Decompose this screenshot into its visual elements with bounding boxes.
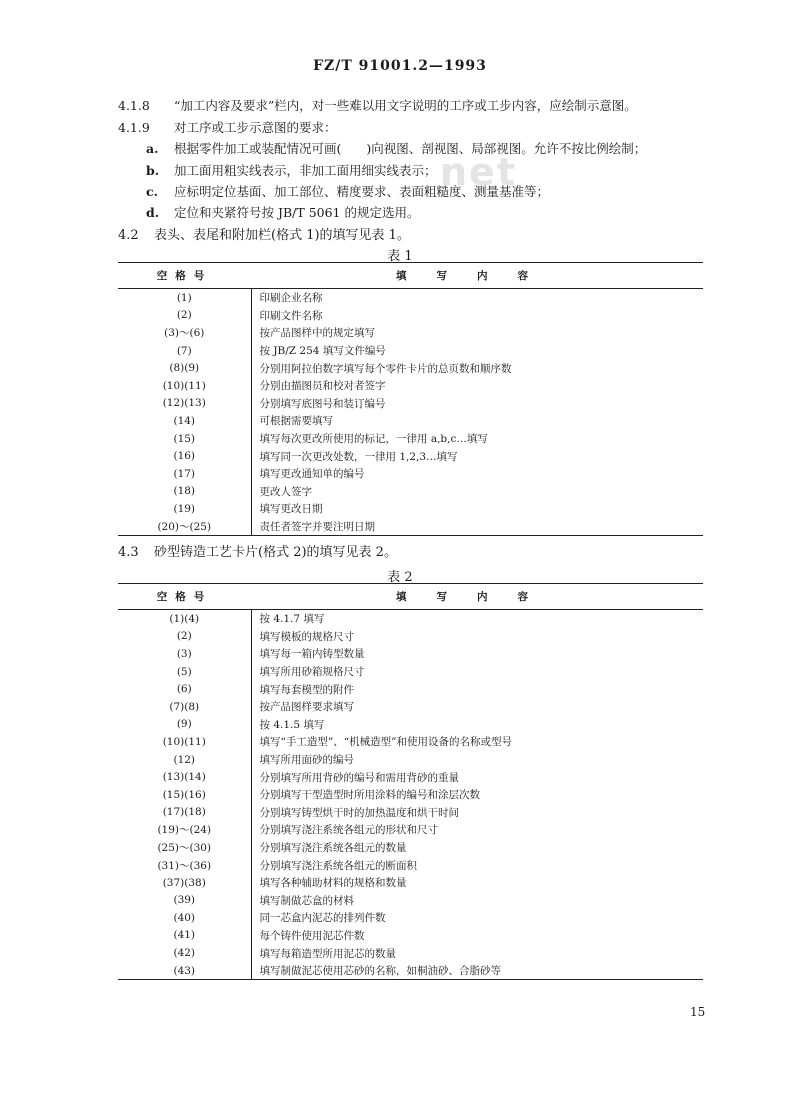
section-text: 表头、表尾和附加栏(格式 1)的填写见表 1。 [154, 228, 410, 243]
table-header-row [118, 584, 703, 610]
watermark: net [440, 150, 517, 194]
cell-number: (15) [118, 430, 251, 448]
table-row [118, 412, 703, 430]
table-row [118, 821, 703, 839]
table-row [118, 324, 703, 342]
table-row [118, 289, 703, 307]
cell-number: (31)～(36) [118, 856, 251, 874]
column-header-content: 填写内容 [251, 263, 703, 289]
cell-content: 可根据需要填写 [259, 415, 333, 428]
table-row [118, 909, 703, 927]
cell-content: 分别用阿拉伯数字填写每个零件卡片的总页数和顺序数 [259, 362, 512, 375]
table-row [118, 892, 703, 910]
cell-content: 同一芯盒内泥芯的排列件数 [259, 912, 386, 925]
list-item-a [146, 139, 646, 157]
cell-content: 按 4.1.7 填写 [259, 613, 325, 626]
cell-content: 责任者签字并要注明日期 [259, 521, 375, 534]
cell-number: (1)(4) [118, 610, 251, 628]
cell-number: (13)(14) [118, 768, 251, 786]
item-label: a. [146, 141, 159, 156]
paragraph-4-1-8 [118, 96, 637, 114]
cell-content: 分别填写干型造型时所用涂料的编号和涂层次数 [259, 789, 480, 802]
cell-content: 填写各种辅助材料的规格和数量 [259, 877, 407, 890]
paragraph-number: 4.1.8 [118, 98, 150, 113]
table-row [118, 395, 703, 413]
cell-content: 印刷企业名称 [259, 292, 323, 305]
table-row [118, 663, 703, 681]
cell-content: 填写更改通知单的编号 [259, 468, 365, 481]
table-row [118, 430, 703, 448]
table-row [118, 342, 703, 360]
cell-number: (42) [118, 944, 251, 962]
cell-number: (18) [118, 483, 251, 501]
cell-number: (8)(9) [118, 359, 251, 377]
cell-number: (7)(8) [118, 698, 251, 716]
cell-content: 填写每套模型的附件 [259, 683, 354, 696]
cell-content: 填写每一箱内铸型数量 [259, 648, 365, 661]
cell-content: 填写制做泥芯使用芯砂的名称，如桐油砂、合脂砂等 [259, 965, 501, 978]
item-text: 应标明定位基面、加工部位、精度要求、表面粗糙度、测量基准等； [174, 184, 550, 199]
cell-content: 填写同一次更改处数，一律用 1,2,3…填写 [259, 450, 458, 463]
table2 [118, 583, 703, 980]
cell-content: 填写所用砂箱规格尺寸 [259, 666, 365, 679]
table-row [118, 927, 703, 945]
table-row [118, 518, 703, 536]
cell-content: 按 4.1.5 填写 [259, 718, 325, 731]
cell-content: 按产品图样要求填写 [259, 701, 354, 714]
cell-content: 分别填写浇注系统各组元的断面积 [259, 859, 417, 872]
cell-number: (1) [118, 289, 251, 307]
table-row [118, 698, 703, 716]
list-item-b [146, 161, 437, 179]
cell-content: 印刷文件名称 [259, 309, 323, 322]
section-4-3 [118, 541, 397, 560]
cell-number: (41) [118, 927, 251, 945]
list-item-c [146, 182, 549, 200]
section-4-2 [118, 224, 410, 243]
table-row [118, 359, 703, 377]
cell-number: (37)(38) [118, 874, 251, 892]
paragraph-4-1-9 [118, 118, 337, 136]
cell-number: (40) [118, 909, 251, 927]
table-row [118, 962, 703, 980]
page-number: 15 [690, 1005, 706, 1019]
cell-content: 按 JB/Z 254 填写文件编号 [259, 345, 386, 358]
table-row [118, 839, 703, 857]
cell-number: (10)(11) [118, 733, 251, 751]
cell-number: (3)～(6) [118, 324, 251, 342]
cell-content: 填写每次更改所使用的标记，一律用 a,b,c…填写 [259, 433, 488, 446]
cell-number: (5) [118, 663, 251, 681]
table-row [118, 447, 703, 465]
cell-number: (16) [118, 447, 251, 465]
table-row [118, 483, 703, 501]
section-number: 4.2 [118, 228, 139, 243]
cell-content: 分别填写底图号和装订编号 [259, 397, 386, 410]
cell-content: 按产品图样中的规定填写 [259, 327, 375, 340]
cell-content: 填写更改日期 [259, 503, 323, 516]
list-item-d [146, 203, 419, 221]
table-row [118, 751, 703, 769]
item-text: 根据零件加工或装配情况可画( )向视图、剖视图、局部视图。允许不按比例绘制； [174, 141, 647, 156]
cell-number: (25)～(30) [118, 839, 251, 857]
table-row [118, 804, 703, 822]
table2-caption: 表 2 [387, 570, 413, 585]
table-row [118, 377, 703, 395]
table-row [118, 610, 703, 628]
table-row [118, 500, 703, 518]
cell-content: 填写每箱造型所用泥芯的数量 [259, 947, 396, 960]
column-header-content: 填写内容 [251, 584, 703, 610]
cell-number: (39) [118, 892, 251, 910]
table-row [118, 645, 703, 663]
cell-content: 分别填写所用背砂的编号和需用背砂的重量 [259, 771, 459, 784]
cell-content: 分别填写浇注系统各组元的形状和尺寸 [259, 824, 438, 837]
item-text: 加工面用粗实线表示，非加工面用细实线表示； [174, 163, 437, 178]
cell-content: 分别填写铸型烘干时的加热温度和烘干时间 [259, 806, 459, 819]
cell-number: (14) [118, 412, 251, 430]
cell-number: (43) [118, 962, 251, 980]
column-header-cell-number: 空格号 [118, 584, 251, 610]
document-header: FZ/T 91001.2—1993 [313, 58, 487, 74]
table1 [118, 262, 703, 536]
paragraph-number: 4.1.9 [118, 120, 150, 135]
cell-content: 分别由描图员和校对者签字 [259, 380, 386, 393]
cell-content: 填写制做芯盒的材料 [259, 894, 354, 907]
table-row [118, 944, 703, 962]
cell-number: (15)(16) [118, 786, 251, 804]
cell-number: (2) [118, 307, 251, 325]
table-row [118, 768, 703, 786]
cell-number: (20)～(25) [118, 518, 251, 536]
table-header-row [118, 263, 703, 289]
cell-content: 填写所用面砂的编号 [259, 754, 354, 767]
paragraph-text: “加工内容及要求”栏内，对一些难以用文字说明的工序或工步内容，应绘制示意图。 [174, 98, 637, 113]
cell-content: 分别填写浇注系统各组元的数量 [259, 842, 407, 855]
table-row [118, 874, 703, 892]
cell-content: 每个铸件使用泥芯件数 [259, 929, 365, 942]
table-row [118, 680, 703, 698]
item-label: d. [146, 205, 160, 220]
table-row [118, 307, 703, 325]
cell-number: (10)(11) [118, 377, 251, 395]
cell-number: (6) [118, 680, 251, 698]
cell-number: (2) [118, 628, 251, 646]
cell-number: (3) [118, 645, 251, 663]
cell-number: (19) [118, 500, 251, 518]
table1-caption: 表 1 [387, 249, 413, 264]
item-label: b. [146, 163, 160, 178]
cell-number: (7) [118, 342, 251, 360]
section-text: 砂型铸造工艺卡片(格式 2)的填写见表 2。 [154, 545, 397, 560]
table-row [118, 733, 703, 751]
cell-number: (12) [118, 751, 251, 769]
table-row [118, 465, 703, 483]
cell-number: (17) [118, 465, 251, 483]
cell-content: 填写模板的规格尺寸 [259, 630, 354, 643]
cell-number: (19)～(24) [118, 821, 251, 839]
item-text: 定位和夹紧符号按 JB/T 5061 的规定选用。 [174, 205, 420, 220]
cell-number: (9) [118, 716, 251, 734]
cell-content: 更改人签字 [259, 485, 312, 498]
section-number: 4.3 [118, 545, 139, 560]
table-row [118, 716, 703, 734]
table-row [118, 628, 703, 646]
table-row [118, 856, 703, 874]
paragraph-text: 对工序或工步示意图的要求： [174, 120, 337, 135]
item-label: c. [146, 184, 158, 199]
cell-content: 填写“手工造型”、“机械造型”和使用设备的名称或型号 [259, 736, 512, 749]
column-header-cell-number: 空格号 [118, 263, 251, 289]
cell-number: (12)(13) [118, 395, 251, 413]
table-row [118, 786, 703, 804]
cell-number: (17)(18) [118, 804, 251, 822]
